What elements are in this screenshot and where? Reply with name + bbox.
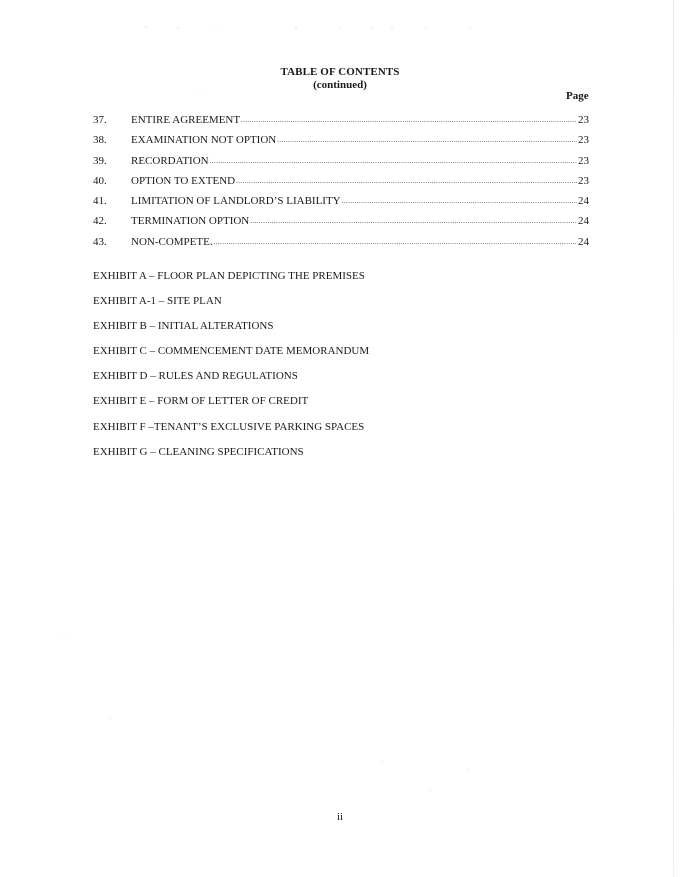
toc-entry-number: 40.: [93, 174, 107, 187]
toc-entry-page: 24: [578, 215, 589, 228]
toc-entry-title: RECORDATION: [131, 154, 209, 167]
toc-leader-dots: [214, 235, 577, 249]
page-number: ii: [336, 811, 344, 823]
toc-entry-number: 38.: [93, 134, 107, 147]
toc-entry-page: 24: [578, 195, 589, 208]
toc-entry-page: 23: [578, 114, 589, 126]
toc-entry: [93, 195, 589, 215]
toc-entry-page: 23: [578, 134, 589, 147]
toc-entry: [93, 236, 589, 256]
scan-edge: [673, 0, 674, 877]
exhibit-item: EXHIBIT G – CLEANING SPECIFICATIONS: [93, 445, 304, 458]
toc-entry-title: ENTIRE AGREEMENT: [131, 114, 241, 126]
toc-entry: [93, 215, 589, 235]
toc-leader-dots: [241, 113, 577, 127]
toc-entry-title: TERMINATION OPTION: [131, 215, 250, 228]
exhibit-item: EXHIBIT B – INITIAL ALTERATIONS: [93, 320, 274, 333]
toc-leader-dots: [210, 154, 577, 168]
toc-list: [93, 114, 589, 256]
toc-entry-title: NON-COMPETE.: [131, 235, 213, 248]
toc-entry-number: 41.: [93, 195, 107, 208]
page-column-label: Page: [566, 90, 589, 102]
exhibit-item: EXHIBIT E – FORM OF LETTER OF CREDIT: [93, 395, 309, 408]
toc-title: TABLE OF CONTENTS: [280, 66, 400, 78]
toc-entry-title: EXAMINATION NOT OPTION: [131, 134, 277, 147]
toc-entry: [93, 134, 589, 154]
toc-entry-title: OPTION TO EXTEND: [131, 174, 236, 187]
toc-leader-dots: [342, 194, 577, 208]
toc-entry-title: LIMITATION OF LANDLORD’S LIABILITY: [131, 195, 341, 208]
exhibit-item: EXHIBIT A – FLOOR PLAN DEPICTING THE PREMISES: [93, 270, 365, 282]
toc-entry-page: 23: [578, 174, 589, 187]
exhibit-item: EXHIBIT D – RULES AND REGULATIONS: [93, 370, 298, 383]
toc-entry-number: 39.: [93, 154, 107, 167]
toc-leader-dots: [236, 174, 577, 188]
toc-entry: [93, 155, 589, 175]
toc-leader-dots: [277, 133, 577, 147]
toc-entry-number: 43.: [93, 235, 107, 248]
toc-subtitle: (continued): [313, 79, 367, 91]
toc-entry: [93, 114, 589, 134]
exhibit-item: EXHIBIT A-1 – SITE PLAN: [93, 295, 222, 308]
toc-leader-dots: [250, 214, 577, 228]
toc-entry-page: 23: [578, 154, 589, 167]
exhibit-item: EXHIBIT F –TENANT’S EXCLUSIVE PARKING SPACES: [93, 420, 365, 433]
toc-entry-number: 37.: [93, 114, 107, 126]
toc-entry-number: 42.: [93, 215, 107, 228]
toc-entry: [93, 175, 589, 195]
exhibit-list: [93, 270, 593, 471]
exhibit-item: EXHIBIT C – COMMENCEMENT DATE MEMORANDUM: [93, 345, 370, 358]
toc-entry-page: 24: [578, 235, 589, 248]
